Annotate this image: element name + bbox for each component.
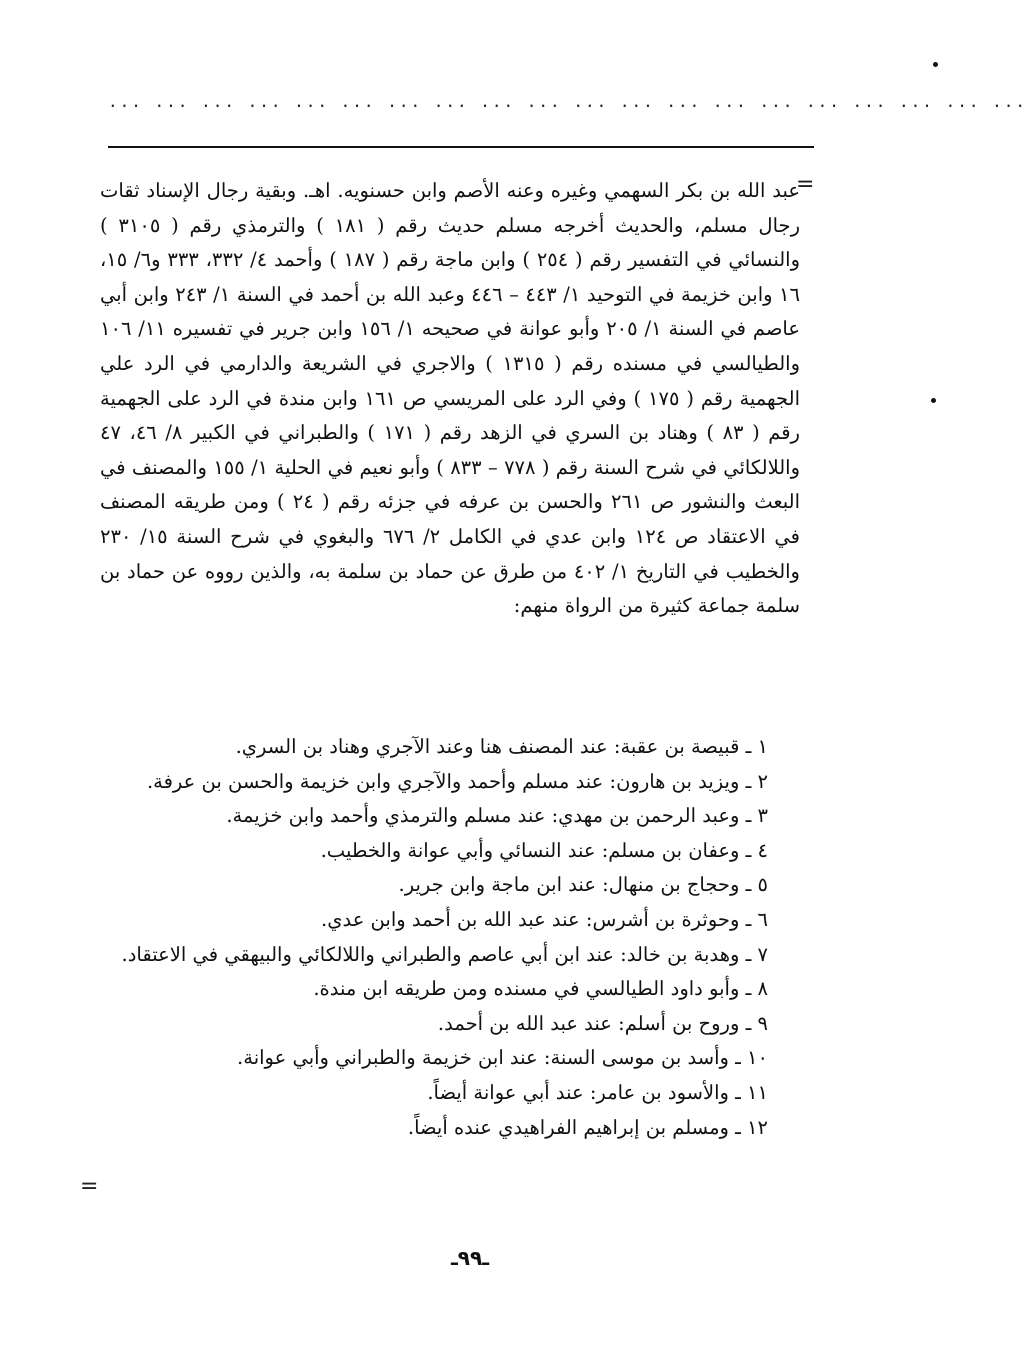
narrator-item: ١٠ ـ وأسد بن موسى السنة: عند ابن خزيمة والطبراني وأبي عوانة. [237,1046,768,1070]
narrator-item: ١ ـ قبيصة بن عقبة: عند المصنف هنا وعند الآجري وهناد بن السري. [235,735,768,758]
narrators-list [100,730,768,1145]
scan-speck [931,398,936,403]
header-rule [108,146,814,148]
continuation-mark-bottom: = [80,1174,99,1199]
narrator-item: ٢ ـ ويزيد بن هارون: عند مسلم وأحمد والآجري وابن خزيمة والحسن بن عرفة. [146,769,768,793]
header-dotted-line: ... ... ... ... ... ... ... ... ... ... ... ... ... ... ... ... ... ... ... ... [108,92,1027,111]
narrator-item: ٦ ـ وحوثرة بن أشرس: عند عبد الله بن أحمد وابن عدي. [321,907,768,931]
narrator-item: ٥ ـ وحجاج بن منهال: عند ابن ماجة وابن جرير. [398,873,768,897]
narrator-item: ٧ ـ وهدبة بن خالد: عند ابن أبي عاصم والطبراني واللالكائي والبيهقي في الاعتقاد. [121,942,768,966]
narrator-item: ٨ ـ وأبو داود الطيالسي في مسنده ومن طريقه ابن مندة. [313,977,768,1001]
scan-speck [933,62,938,67]
footnote-body [100,174,800,624]
page-number: ـ٩٩ـ [450,1246,490,1270]
narrator-item: ٣ ـ وعبد الرحمن بن مهدي: عند مسلم والترمذي وأحمد وابن خزيمة. [226,804,768,828]
footnote-paragraph: عبد الله بن بكر السهمي وغيره وعنه الأصم وابن حسنويه. اهـ. وبقية رجال الإسناد ثقات رجال مسلم، والحديث أخرجه مسلم حديث رقم ( ١٨١ ) والترمذي رقم ( ٣١٠٥ ) والنسائي في التفسير رقم ( ٢٥٤ ) وابن ماجة رقم ( ١٨٧ ) وأحمد ٤/ ٣٣٢، ٣٣٣ و٦/ ١٥، ١٦ وابن خزيمة في التوحيد ١/ ٤٤٣ – ٤٤٦ وعبد الله بن أحمد في السنة ١/ ٢٤٣ وابن أبي عاصم في السنة ١/ ٢٠٥ وأبو عوانة في صحيحه ١/ ١٥٦ وابن جرير في تفسيره ١١/ ١٠٦ والطيالسي في مسنده رقم ( ١٣١٥ ) والاجري في الشريعة والدارمي في الرد علي الجهمية رقم ( ١٧٥ ) وفي الرد على المريسي ص ١٦١ وابن مندة في الرد على الجهمية رقم ( ٨٣ ) وهناد بن السري في الزهد رقم ( ١٧١ ) والطبراني في الكبير ٨/ ٤٦، ٤٧ واللالكائي في شرح السنة رقم ( ٧٧٨ – ٨٣٣ ) وأبو نعيم في الحلية ١/ ١٥٥ والمصنف في البعث والنشور ص ٢٦١ والحسن بن عرفه في جزئه رقم ( ٢٤ ) ومن طريقه المصنف في الاعتقاد ص ١٢٤ وابن عدي في الكامل ٢/ ٦٧٦ والبغوي في شرح السنة ١٥/ ٢٣٠ والخطيب في التاريخ ١/ ٤٠٢ من طرق عن حماد بن سلمة به، والذين رووه عن حماد بن سلمة جماعة كثيرة من الرواة منهم: [100,179,801,618]
narrator-item: ٩ ـ وروح بن أسلم: عند عبد الله بن أحمد. [437,1011,768,1035]
continuation-mark-top: = [796,172,815,197]
narrator-item: ١٢ ـ ومسلم بن إبراهيم الفراهيدي عنده أيضاً. [407,1115,768,1139]
narrator-item: ٤ ـ وعفان بن مسلم: عند النسائي وأبي عوانة والخطيب. [320,838,768,862]
narrator-item: ١١ ـ والأسود بن عامر: عند أبي عوانة أيضاً. [427,1080,768,1104]
